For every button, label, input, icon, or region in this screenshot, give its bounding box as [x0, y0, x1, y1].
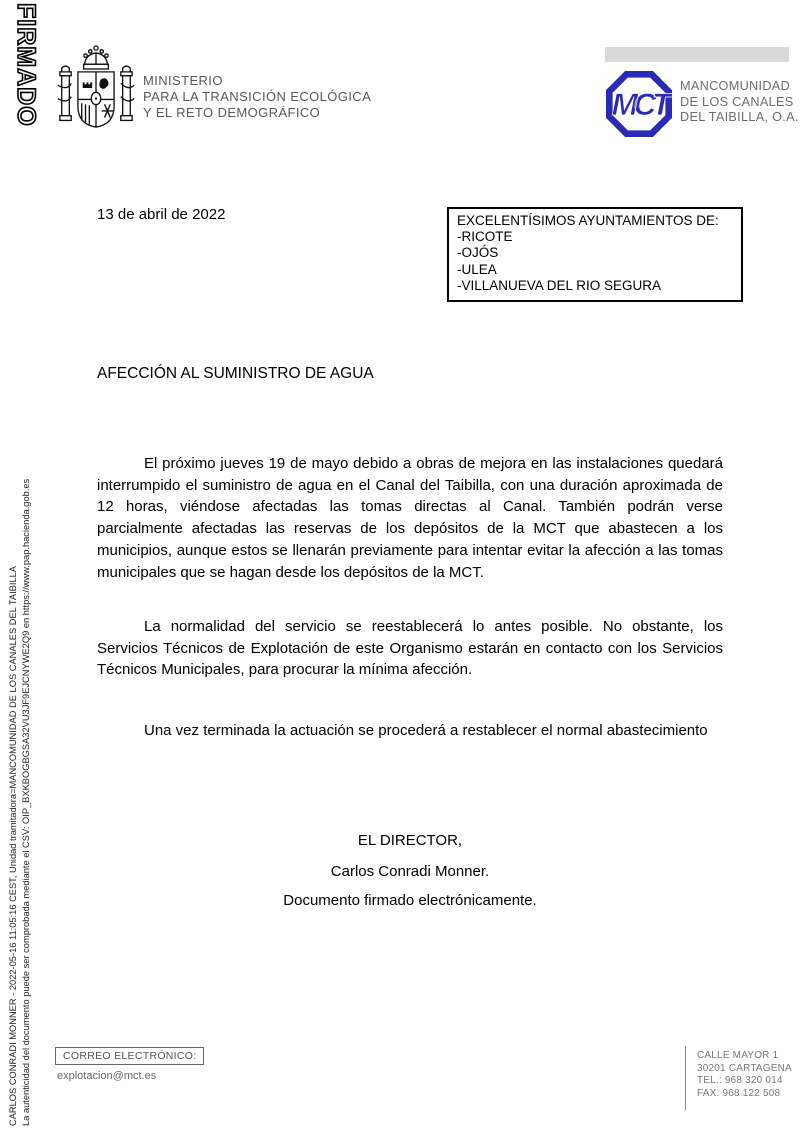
body-paragraph: La normalidad del servicio se reestablecerá lo antes posible. No obstante, los Servicios Técnicos de Explotación de este Organismo estarán en contacto con los Servicios Técnicos Municipales, para procurar la mínima afección. — [97, 618, 723, 679]
signature-note: Documento firmado electrónicamente. — [283, 892, 537, 909]
audit-line-signer: CARLOS CONRADI MONNER - 2022-05-16 11:05:16 CEST, Unidad tramitadora=MANCOMUNIDAD DE LOS CANALES DEL TAIBILLA — [8, 566, 18, 1126]
mct-name-line: DE LOS CANALES — [680, 94, 794, 109]
address-line: TEL.: 968 320 014 — [697, 1075, 783, 1086]
signature-role: EL DIRECTOR, — [357, 832, 463, 849]
audit-trail — [7, 420, 33, 1126]
audit-line-csv: La autenticidad del documento puede ser comprobada mediante el CSV: OIP_BXKBOGBGSA32VU3JF9EJCNYWE2Q9 en https://www.pap.hacienda.gob.es — [21, 478, 31, 1126]
letter-subject: AFECCIÓN AL SUMINISTRO DE AGUA — [97, 365, 374, 382]
ministry-line: Y EL RETO DEMOGRÁFICO — [143, 105, 321, 120]
mct-name-line: MANCOMUNIDAD — [680, 79, 791, 93]
mct-logo-text: MCT — [611, 86, 667, 123]
address-line: 30201 CARTAGENA — [697, 1062, 792, 1074]
address-line: FAX: 968 122 508 — [697, 1087, 781, 1099]
address-line: CALLE MAYOR 1 — [697, 1050, 779, 1061]
ministry-line: MINISTERIO — [143, 73, 223, 88]
ministry-line: PARA LA TRANSICIÓN ECOLÓGICA — [143, 89, 372, 104]
email-label-box: CORREO ELECTRÓNICO: — [55, 1047, 204, 1065]
email-address: explotacion@mct.es — [57, 1070, 157, 1082]
body-paragraph: El próximo jueves 19 de mayo debido a obras de mejora en las instalaciones quedará interrumpido el suministro de agua en el Canal del Taibilla, con una duración aproximada de 12 horas, viéndose afectadas las tomas directas al Canal. También podrán verse parcialmente afectadas las reservas de los depósitos de la MCT que abastecen a los municipios, aunque estos se llenarán previamente para intentar evitar la afección a las tomas municipales que se hagan desde los depósitos de la MCT. — [97, 455, 723, 581]
recipients-box — [447, 207, 743, 302]
body-paragraph: Una vez terminada la actuación se procederá a restablecer el normal abastecimiento — [144, 722, 708, 739]
postal-address — [685, 1046, 792, 1110]
recipient-item: -ULEA — [457, 261, 497, 277]
recipients-header: EXCELENTÍSIMOS AYUNTAMIENTOS DE: — [457, 213, 719, 228]
recipient-item: -OJÓS — [457, 245, 499, 261]
recipient-item: -VILLANUEVA DEL RIO SEGURA — [457, 277, 662, 293]
mct-name — [680, 79, 799, 126]
recipient-item: -RICOTE — [457, 229, 513, 245]
mct-name-line: DEL TAIBILLA, O.A. — [680, 110, 799, 125]
signature-name: Carlos Conradi Monner. — [330, 863, 490, 880]
mct-logo-icon — [606, 71, 672, 137]
spain-coat-of-arms-icon — [56, 42, 136, 136]
header-gray-bar — [605, 47, 789, 62]
ministry-title — [143, 73, 371, 121]
letter-date: 13 de abril de 2022 — [97, 206, 226, 223]
signed-stamp: FIRMADO — [12, 3, 40, 127]
